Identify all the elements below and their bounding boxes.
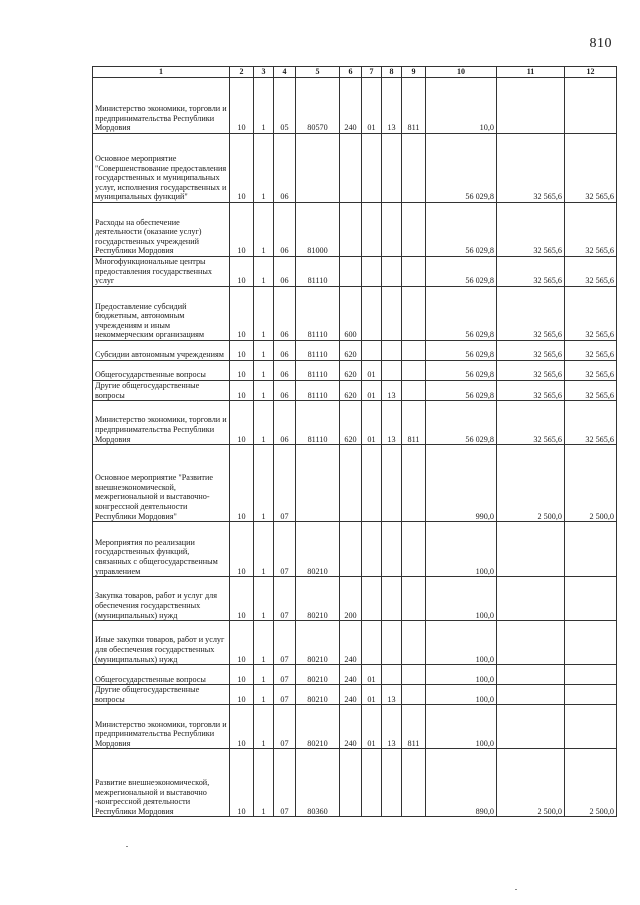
code-cell: 240 [340, 665, 362, 685]
expense-item-name: Министерство экономики, торговли и предпринимательства Республики Мордовия [93, 78, 230, 134]
code-cell: 10 [230, 445, 254, 522]
expense-item-name: Субсидии автономным учреждениям [93, 341, 230, 361]
amount-cell: 2 500,0 [497, 445, 565, 522]
code-cell: 07 [274, 621, 296, 665]
code-cell: 1 [254, 685, 274, 705]
page-number: 810 [589, 36, 612, 51]
expense-item-name: Мероприятия по реализации государственных функций, связанных с общегосударственным управлением [93, 522, 230, 577]
code-cell [402, 685, 426, 705]
column-header: 12 [565, 67, 617, 78]
amount-cell: 32 565,6 [565, 287, 617, 341]
table-row [93, 445, 617, 522]
code-cell [362, 134, 382, 203]
code-cell: 1 [254, 203, 274, 257]
expense-item-name: Развитие внешнеэкономической, межрегиональной и выставочно -конгрессной деятельности Республики Мордовия [93, 749, 230, 817]
code-cell: 1 [254, 287, 274, 341]
amount-cell: 32 565,6 [565, 257, 617, 287]
code-cell: 1 [254, 577, 274, 621]
code-cell: 620 [340, 361, 362, 381]
amount-cell: 32 565,6 [497, 401, 565, 445]
amount-cell: 32 565,6 [565, 341, 617, 361]
code-cell [362, 749, 382, 817]
code-cell: 07 [274, 685, 296, 705]
code-cell [362, 341, 382, 361]
code-cell: 01 [362, 78, 382, 134]
code-cell: 240 [340, 685, 362, 705]
code-cell: 811 [402, 78, 426, 134]
code-cell: 06 [274, 361, 296, 381]
table-row [93, 621, 617, 665]
expense-item-name: Министерство экономики, торговли и предпринимательства Республики Мордовия [93, 705, 230, 749]
table-row [93, 705, 617, 749]
code-cell: 13 [382, 685, 402, 705]
amount-cell: 56 029,8 [426, 134, 497, 203]
code-cell: 1 [254, 621, 274, 665]
code-cell [382, 445, 402, 522]
code-cell: 01 [362, 685, 382, 705]
table-row [93, 685, 617, 705]
code-cell [402, 621, 426, 665]
code-cell [340, 203, 362, 257]
expense-item-name: Закупка товаров, работ и услуг для обеспечения государственных (муниципальных) нужд [93, 577, 230, 621]
code-cell: 81110 [296, 257, 340, 287]
code-cell: 01 [362, 665, 382, 685]
code-cell: 06 [274, 134, 296, 203]
code-cell [402, 203, 426, 257]
code-cell [382, 361, 402, 381]
code-cell [402, 341, 426, 361]
code-cell [402, 134, 426, 203]
amount-cell: 56 029,8 [426, 257, 497, 287]
amount-cell: 56 029,8 [426, 287, 497, 341]
code-cell [340, 445, 362, 522]
code-cell: 240 [340, 621, 362, 665]
code-cell: 811 [402, 401, 426, 445]
code-cell: 600 [340, 287, 362, 341]
amount-cell: 32 565,6 [497, 361, 565, 381]
table-row [93, 257, 617, 287]
code-cell: 10 [230, 361, 254, 381]
code-cell: 06 [274, 257, 296, 287]
code-cell: 1 [254, 401, 274, 445]
code-cell: 80210 [296, 522, 340, 577]
table-header-row [93, 67, 617, 78]
code-cell: 1 [254, 341, 274, 361]
code-cell: 05 [274, 78, 296, 134]
code-cell: 81110 [296, 361, 340, 381]
amount-cell: 32 565,6 [497, 341, 565, 361]
code-cell [382, 203, 402, 257]
code-cell: 10 [230, 577, 254, 621]
amount-cell [497, 685, 565, 705]
amount-cell: 56 029,8 [426, 203, 497, 257]
amount-cell: 100,0 [426, 522, 497, 577]
code-cell: 06 [274, 203, 296, 257]
code-cell: 10 [230, 134, 254, 203]
expense-item-name: Основное мероприятие "Совершенствование предоставления государственных и муниципальных услуг, исполнения государственных и муниципальных функций" [93, 134, 230, 203]
expense-item-name: Общегосударственные вопросы [93, 361, 230, 381]
column-header: 7 [362, 67, 382, 78]
column-header: 9 [402, 67, 426, 78]
code-cell: 01 [362, 401, 382, 445]
code-cell: 06 [274, 341, 296, 361]
code-cell: 80570 [296, 78, 340, 134]
code-cell [340, 257, 362, 287]
code-cell: 10 [230, 401, 254, 445]
scan-artifact [515, 889, 517, 890]
code-cell [296, 134, 340, 203]
code-cell: 1 [254, 78, 274, 134]
code-cell [362, 522, 382, 577]
table-body [93, 78, 617, 817]
code-cell [362, 621, 382, 665]
amount-cell: 32 565,6 [565, 381, 617, 401]
code-cell [402, 361, 426, 381]
amount-cell: 890,0 [426, 749, 497, 817]
code-cell: 1 [254, 134, 274, 203]
amount-cell: 2 500,0 [497, 749, 565, 817]
code-cell: 620 [340, 401, 362, 445]
amount-cell: 32 565,6 [565, 361, 617, 381]
amount-cell: 2 500,0 [565, 749, 617, 817]
code-cell: 80210 [296, 665, 340, 685]
code-cell: 13 [382, 78, 402, 134]
code-cell: 81110 [296, 287, 340, 341]
table-row [93, 287, 617, 341]
amount-cell: 100,0 [426, 705, 497, 749]
code-cell [402, 749, 426, 817]
amount-cell: 32 565,6 [497, 134, 565, 203]
scan-artifact [126, 846, 128, 847]
code-cell: 07 [274, 577, 296, 621]
amount-cell [565, 705, 617, 749]
code-cell: 06 [274, 381, 296, 401]
code-cell [382, 621, 402, 665]
table-row [93, 401, 617, 445]
table-row [93, 381, 617, 401]
code-cell: 06 [274, 401, 296, 445]
code-cell: 620 [340, 341, 362, 361]
code-cell: 10 [230, 685, 254, 705]
code-cell [362, 287, 382, 341]
code-cell: 240 [340, 78, 362, 134]
code-cell [402, 577, 426, 621]
code-cell [382, 665, 402, 685]
code-cell: 80210 [296, 705, 340, 749]
code-cell [362, 577, 382, 621]
table-row [93, 361, 617, 381]
code-cell: 1 [254, 381, 274, 401]
amount-cell [497, 621, 565, 665]
code-cell [382, 522, 402, 577]
amount-cell: 56 029,8 [426, 361, 497, 381]
expense-item-name: Общегосударственные вопросы [93, 665, 230, 685]
expense-item-name: Другие общегосударственные вопросы [93, 685, 230, 705]
table-row [93, 341, 617, 361]
amount-cell: 10,0 [426, 78, 497, 134]
code-cell [402, 665, 426, 685]
code-cell: 81110 [296, 401, 340, 445]
code-cell [382, 341, 402, 361]
amount-cell [565, 665, 617, 685]
code-cell: 07 [274, 705, 296, 749]
code-cell [402, 522, 426, 577]
code-cell: 10 [230, 665, 254, 685]
code-cell [340, 134, 362, 203]
code-cell: 10 [230, 705, 254, 749]
code-cell: 10 [230, 749, 254, 817]
column-header: 10 [426, 67, 497, 78]
expense-item-name: Основное мероприятие "Развитие внешнеэкономической, межрегиональной и выставочно-конгрессной деятельности Республики Мордовия" [93, 445, 230, 522]
code-cell [382, 257, 402, 287]
code-cell: 81000 [296, 203, 340, 257]
amount-cell: 32 565,6 [565, 134, 617, 203]
amount-cell [497, 665, 565, 685]
code-cell [382, 134, 402, 203]
code-cell: 80210 [296, 685, 340, 705]
amount-cell: 100,0 [426, 665, 497, 685]
code-cell: 1 [254, 749, 274, 817]
amount-cell [565, 78, 617, 134]
code-cell: 811 [402, 705, 426, 749]
code-cell: 81110 [296, 381, 340, 401]
expense-item-name: Многофункциональные центры предоставления государственных услуг [93, 257, 230, 287]
code-cell: 07 [274, 445, 296, 522]
code-cell: 10 [230, 257, 254, 287]
code-cell: 10 [230, 78, 254, 134]
column-header: 11 [497, 67, 565, 78]
code-cell: 1 [254, 522, 274, 577]
amount-cell: 56 029,8 [426, 401, 497, 445]
amount-cell: 32 565,6 [497, 381, 565, 401]
code-cell: 1 [254, 257, 274, 287]
code-cell [382, 287, 402, 341]
table-row [93, 749, 617, 817]
code-cell [362, 445, 382, 522]
code-cell [362, 203, 382, 257]
column-header: 6 [340, 67, 362, 78]
code-cell: 80210 [296, 577, 340, 621]
amount-cell: 990,0 [426, 445, 497, 522]
code-cell: 80210 [296, 621, 340, 665]
amount-cell: 32 565,6 [565, 203, 617, 257]
code-cell: 13 [382, 401, 402, 445]
code-cell: 10 [230, 381, 254, 401]
amount-cell: 56 029,8 [426, 381, 497, 401]
code-cell [340, 522, 362, 577]
code-cell: 07 [274, 665, 296, 685]
code-cell: 81110 [296, 341, 340, 361]
amount-cell [497, 577, 565, 621]
amount-cell: 100,0 [426, 621, 497, 665]
code-cell: 06 [274, 287, 296, 341]
table-row [93, 577, 617, 621]
amount-cell: 32 565,6 [497, 203, 565, 257]
code-cell: 620 [340, 381, 362, 401]
amount-cell [565, 621, 617, 665]
expense-item-name: Иные закупки товаров, работ и услуг для обеспечения государственных (муниципальных) нужд [93, 621, 230, 665]
code-cell: 13 [382, 705, 402, 749]
code-cell [402, 381, 426, 401]
code-cell: 07 [274, 749, 296, 817]
amount-cell [565, 577, 617, 621]
code-cell: 1 [254, 445, 274, 522]
code-cell [362, 257, 382, 287]
code-cell: 1 [254, 705, 274, 749]
code-cell [382, 577, 402, 621]
column-header: 2 [230, 67, 254, 78]
code-cell: 10 [230, 287, 254, 341]
amount-cell: 100,0 [426, 577, 497, 621]
table-row [93, 78, 617, 134]
code-cell: 10 [230, 341, 254, 361]
expense-item-name: Расходы на обеспечение деятельности (оказание услуг) государственных учреждений Республики Мордовия [93, 203, 230, 257]
table-row [93, 203, 617, 257]
table-row [93, 134, 617, 203]
code-cell [340, 749, 362, 817]
code-cell: 10 [230, 522, 254, 577]
amount-cell [497, 78, 565, 134]
code-cell: 01 [362, 705, 382, 749]
code-cell: 01 [362, 381, 382, 401]
amount-cell: 56 029,8 [426, 341, 497, 361]
budget-table [92, 66, 617, 817]
column-header: 4 [274, 67, 296, 78]
code-cell: 200 [340, 577, 362, 621]
column-header: 3 [254, 67, 274, 78]
amount-cell [497, 522, 565, 577]
code-cell: 13 [382, 381, 402, 401]
code-cell [402, 445, 426, 522]
amount-cell: 32 565,6 [497, 257, 565, 287]
expense-item-name: Другие общегосударственные вопросы [93, 381, 230, 401]
amount-cell [565, 522, 617, 577]
code-cell: 07 [274, 522, 296, 577]
amount-cell [565, 685, 617, 705]
amount-cell: 32 565,6 [565, 401, 617, 445]
amount-cell: 32 565,6 [497, 287, 565, 341]
code-cell: 01 [362, 361, 382, 381]
column-header: 8 [382, 67, 402, 78]
expense-item-name: Предоставление субсидий бюджетным, автономным учреждениям и иным некоммерческим организациям [93, 287, 230, 341]
code-cell [402, 257, 426, 287]
table-row [93, 522, 617, 577]
column-header: 1 [93, 67, 230, 78]
column-header: 5 [296, 67, 340, 78]
code-cell: 240 [340, 705, 362, 749]
amount-cell: 100,0 [426, 685, 497, 705]
code-cell: 1 [254, 665, 274, 685]
code-cell [402, 287, 426, 341]
code-cell: 80360 [296, 749, 340, 817]
table-row [93, 665, 617, 685]
expense-item-name: Министерство экономики, торговли и предпринимательства Республики Мордовия [93, 401, 230, 445]
amount-cell [497, 705, 565, 749]
code-cell: 10 [230, 621, 254, 665]
code-cell [382, 749, 402, 817]
code-cell: 10 [230, 203, 254, 257]
amount-cell: 2 500,0 [565, 445, 617, 522]
code-cell [296, 445, 340, 522]
code-cell: 1 [254, 361, 274, 381]
